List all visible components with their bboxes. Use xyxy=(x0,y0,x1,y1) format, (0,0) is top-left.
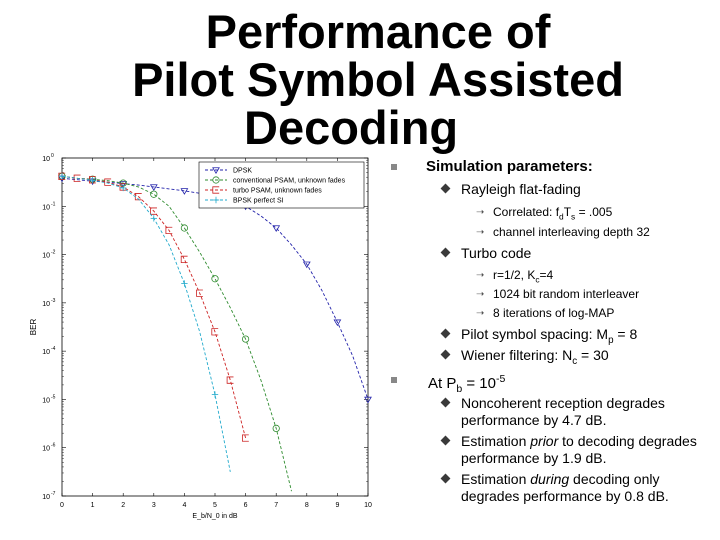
arrow-bullet-icon: ➝ xyxy=(476,227,485,238)
at-sub: b xyxy=(456,383,463,395)
prior-line1 xyxy=(461,433,697,449)
prior-post: to decoding degrades xyxy=(558,433,697,449)
diamond-bullet-icon xyxy=(441,436,451,446)
y-tick-label: 10 xyxy=(42,494,50,501)
correlated-sub-d: d xyxy=(559,211,564,222)
y-tick-exponent: -6 xyxy=(51,442,56,449)
diamond-bullet-icon xyxy=(441,398,451,408)
y-tick-label: 10 xyxy=(42,300,50,308)
rate-pre: r=1/2, K xyxy=(493,268,536,282)
ber-chart xyxy=(28,152,380,530)
pilot-sub: p xyxy=(608,334,614,346)
arrow-bullet-icon: ➝ xyxy=(476,308,485,319)
prior-line2: performance by 1.9 dB. xyxy=(461,450,607,466)
correlated-mid: T xyxy=(563,205,572,219)
at-pb-text xyxy=(428,371,505,397)
x-tick-label: 2 xyxy=(121,502,126,509)
at-pre: At P xyxy=(428,375,457,392)
noncoherent-line2: performance by 4.7 dB. xyxy=(461,412,607,428)
diamond-bullet-icon xyxy=(441,184,451,194)
diamond-bullet-icon xyxy=(441,248,451,258)
y-tick-label: 10 xyxy=(42,156,50,163)
legend-label-2: turbo PSAM, unknown fades xyxy=(233,187,322,195)
x-tick-label: 1 xyxy=(90,502,95,509)
y-tick-exponent: -3 xyxy=(51,297,56,304)
sim-params-text: Simulation parameters: xyxy=(426,158,593,175)
diamond-bullet-icon xyxy=(441,329,451,339)
correlated-post: = .005 xyxy=(575,205,613,219)
at-sup: -5 xyxy=(495,373,506,385)
y-tick-exponent: -7 xyxy=(51,491,56,497)
pilot-pre: Pilot symbol spacing: M xyxy=(461,326,609,342)
pilot-post: = 8 xyxy=(613,326,638,342)
y-tick-label: 10 xyxy=(42,445,50,453)
y-axis-label: BER xyxy=(29,318,38,336)
wiener-pre: Wiener filtering: N xyxy=(461,347,573,363)
y-tick-exponent: 0 xyxy=(51,153,54,159)
x-axis-label: E_b/N_0 in dB xyxy=(192,513,238,520)
legend-label-1: conventional PSAM, unknown fades xyxy=(233,177,346,185)
square-bullet-icon xyxy=(391,377,397,383)
during-line2: degrades performance by 0.8 dB. xyxy=(461,488,669,504)
x-tick-label: 3 xyxy=(151,502,156,509)
rate-post: =4 xyxy=(539,268,554,282)
y-tick-label: 10 xyxy=(42,349,50,357)
during-pre: Estimation xyxy=(461,471,531,487)
x-tick-label: 5 xyxy=(213,502,217,509)
slide-title xyxy=(0,5,720,154)
y-tick-label: 10 xyxy=(42,252,50,260)
diamond-bullet-icon xyxy=(441,474,451,484)
square-bullet-icon xyxy=(391,164,397,170)
pilot-text xyxy=(461,326,637,349)
noncoherent-line1: Noncoherent reception degrades xyxy=(461,395,665,411)
y-tick-label: 10 xyxy=(42,397,50,405)
interleave-text: channel interleaving depth 32 xyxy=(493,225,650,239)
at-mid: = 10 xyxy=(462,375,496,392)
arrow-bullet-icon: ➝ xyxy=(476,270,485,281)
wiener-text xyxy=(461,347,609,370)
rate-sub: c xyxy=(535,274,540,285)
prior-em: prior xyxy=(530,433,559,449)
y-tick-exponent: -5 xyxy=(51,394,56,401)
plot-frame xyxy=(62,158,368,496)
legend-label-3: BPSK perfect SI xyxy=(233,197,284,205)
x-tick-label: 7 xyxy=(274,502,279,509)
correlated-text xyxy=(493,204,612,224)
during-em: during xyxy=(530,471,570,487)
interleaver-text: 1024 bit random interleaver xyxy=(493,287,640,301)
rayleigh-text: Rayleigh flat-fading xyxy=(461,181,581,197)
during-post: decoding only xyxy=(569,471,660,487)
title-line-2: Pilot Symbol Assisted xyxy=(132,53,624,106)
y-tick-exponent: -1 xyxy=(51,201,56,208)
prior-pre: Estimation xyxy=(461,433,531,449)
rate-text xyxy=(493,267,553,287)
diamond-bullet-icon xyxy=(441,350,451,360)
y-tick-exponent: -2 xyxy=(51,249,56,256)
y-tick-label: 10 xyxy=(42,204,50,212)
title-line-3: Decoding xyxy=(244,101,459,154)
title-line-1: Performance of xyxy=(205,5,551,58)
iterations-text: 8 iterations of log-MAP xyxy=(493,306,615,320)
correlated-pre: Correlated: f xyxy=(493,205,560,219)
x-tick-label: 9 xyxy=(335,502,340,509)
x-tick-label: 0 xyxy=(60,502,64,509)
x-tick-label: 6 xyxy=(243,502,248,509)
wiener-post: = 30 xyxy=(577,347,609,363)
x-tick-label: 10 xyxy=(364,502,372,509)
x-tick-label: 4 xyxy=(182,502,187,509)
y-tick-exponent: -4 xyxy=(51,346,56,353)
legend-label-0: DPSK xyxy=(233,167,253,175)
during-line1 xyxy=(461,471,659,487)
arrow-bullet-icon: ➝ xyxy=(476,289,485,300)
turbo-text: Turbo code xyxy=(461,245,532,261)
x-tick-label: 8 xyxy=(304,502,309,509)
wiener-sub: c xyxy=(572,355,578,367)
correlated-sub-s: s xyxy=(571,211,576,222)
arrow-bullet-icon: ➝ xyxy=(476,207,485,218)
